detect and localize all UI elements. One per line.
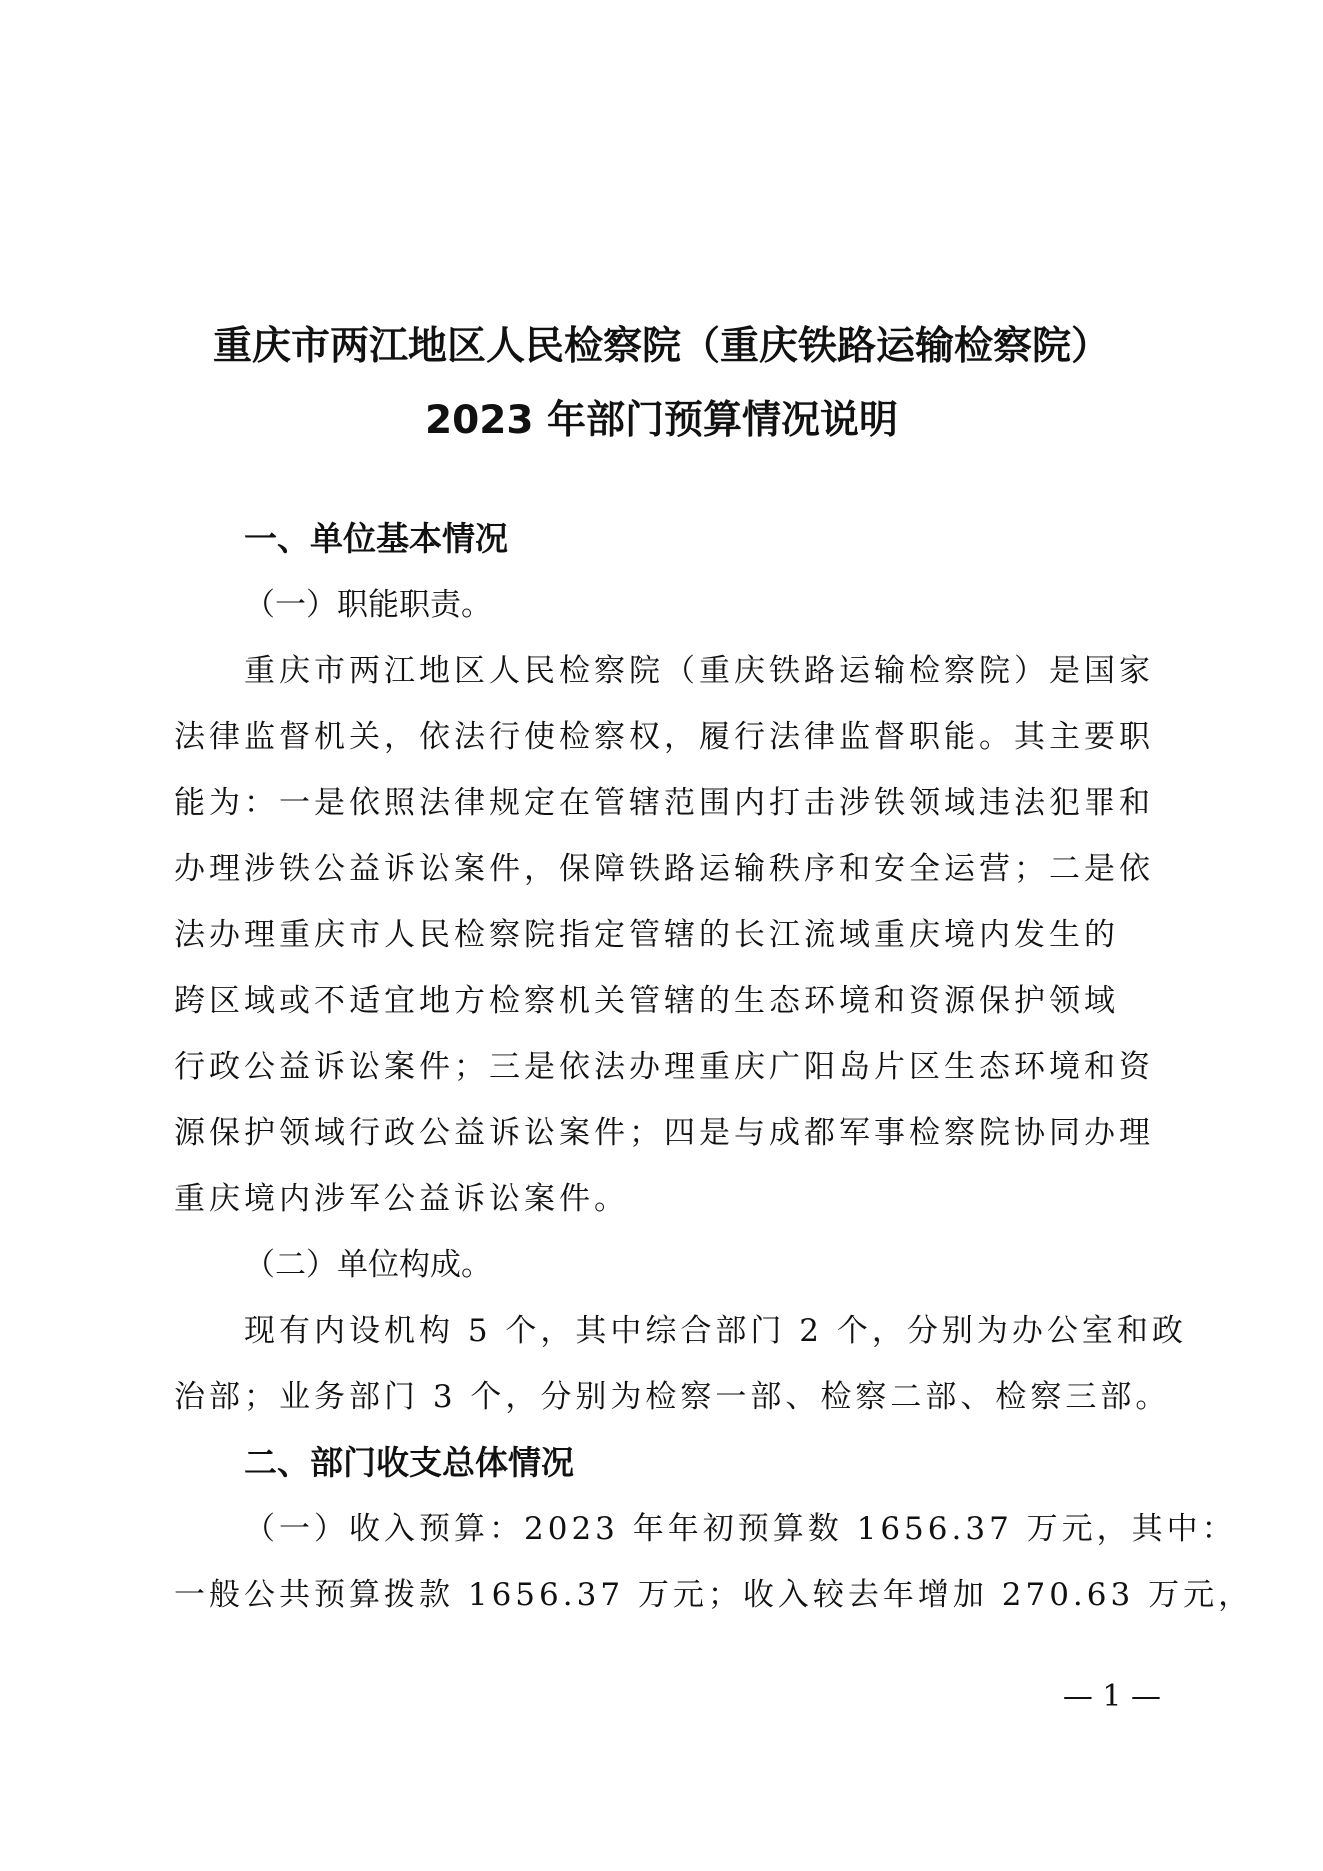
page-number: — 1 — <box>1062 1679 1161 1714</box>
section-2-heading: 二、部门收支总体情况 <box>244 1443 574 1482</box>
section-1-heading: 一、单位基本情况 <box>244 519 508 558</box>
paragraph-line: 办理涉铁公益诉讼案件，保障铁路运输秩序和安全运营；二是依 <box>174 851 1154 887</box>
section-1-1-paragraph <box>174 638 1164 1232</box>
paragraph-line: 法办理重庆市人民检察院指定管辖的长江流域重庆境内发生的 <box>174 917 1119 953</box>
document-title <box>0 310 1323 458</box>
paragraph-line: 重庆境内涉军公益诉讼案件。 <box>174 1181 629 1217</box>
section-1-1-heading: （一）职能职责。 <box>244 587 492 623</box>
paragraph-line: 一般公共预算拨款 1656.37 万元；收入较去年增加 270.63 万元， <box>174 1577 1254 1613</box>
title-line-2: 2023 年部门预算情况说明 <box>424 398 899 443</box>
section-1-2-heading: （二）单位构成。 <box>244 1247 492 1283</box>
paragraph-line: 重庆市两江地区人民检察院（重庆铁路运输检察院）是国家 <box>244 653 1154 689</box>
paragraph-line: （一）收入预算：2023 年年初预算数 1656.37 万元，其中： <box>244 1511 1237 1547</box>
title-line-1: 重庆市两江地区人民检察院（重庆铁路运输检察院） <box>212 324 1110 369</box>
paragraph-line: 法律监督机关，依法行使检察权，履行法律监督职能。其主要职 <box>174 719 1154 755</box>
paragraph-line: 能为：一是依照法律规定在管辖范围内打击涉铁领域违法犯罪和 <box>174 785 1154 821</box>
paragraph-line: 治部；业务部门 3 个，分别为检察一部、检察二部、检察三部。 <box>174 1379 1171 1415</box>
paragraph-line: 源保护领域行政公益诉讼案件；四是与成都军事检察院协同办理 <box>174 1115 1154 1151</box>
paragraph-line: 跨区域或不适宜地方检察机关管辖的生态环境和资源保护领域 <box>174 983 1119 1019</box>
section-2-paragraph <box>174 1496 1254 1628</box>
document-body <box>174 506 1254 1628</box>
paragraph-line: 现有内设机构 5 个，其中综合部门 2 个，分别为办公室和政 <box>244 1313 1187 1349</box>
section-1-2-paragraph <box>174 1298 1187 1430</box>
paragraph-line: 行政公益诉讼案件；三是依法办理重庆广阳岛片区生态环境和资 <box>174 1049 1154 1085</box>
